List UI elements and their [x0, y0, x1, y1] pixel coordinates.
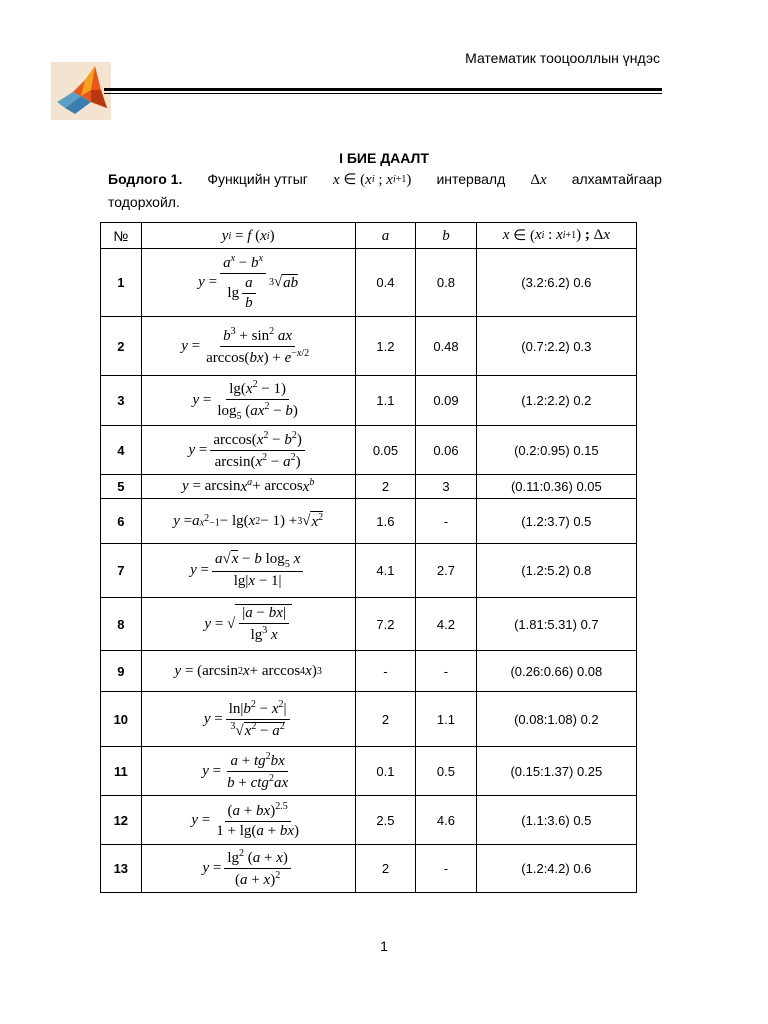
row-interval: (0.11:0.36) 0.05: [476, 475, 636, 499]
table-row: [101, 499, 637, 544]
matlab-logo-icon: [51, 62, 111, 120]
table-row: [101, 845, 637, 893]
table-row: [101, 317, 637, 376]
row-formula: y = a $x^2-1$ − lg( x 2 − 1) + 3 √ $x^2$: [141, 499, 355, 544]
row-b: 0.5: [416, 747, 477, 796]
row-a: 1.2: [355, 317, 416, 376]
table-row: [101, 598, 637, 651]
table-row: [101, 475, 637, 499]
row-num: 12: [101, 796, 142, 845]
row-num: 11: [101, 747, 142, 796]
table-row: [101, 544, 637, 598]
row-interval: (0.15:1.37) 0.25: [476, 747, 636, 796]
row-interval: (1.1:3.6) 0.5: [476, 796, 636, 845]
row-a: 2: [355, 845, 416, 893]
table-row: [101, 747, 637, 796]
task-interval-word: интервалд: [436, 171, 506, 187]
row-a: 0.05: [355, 426, 416, 475]
header-a: a: [355, 223, 416, 249]
row-num: 5: [101, 475, 142, 499]
row-num: 4: [101, 426, 142, 475]
row-formula: y = $\frac{b^3 + \sin^2 ax}{\arccos(bx) + e^{-x/2}}$: [141, 317, 355, 376]
row-b: 0.09: [416, 376, 477, 426]
table-row: [101, 651, 637, 692]
header-interval: x ∈ ( x i : x i +1 ) ; Δ x: [476, 223, 636, 249]
row-formula: y = $a^x - b^x$ lg $\frac{a}{b}$ 3 √ ab: [141, 249, 355, 317]
row-interval: (0.08:1.08) 0.2: [476, 692, 636, 747]
row-formula: y = $\frac{(a + bx)^{2.5}}{1 + \lg(a + bx)}$: [141, 796, 355, 845]
row-num: 9: [101, 651, 142, 692]
row-interval: (1.2:4.2) 0.6: [476, 845, 636, 893]
table-header-row: [101, 223, 637, 249]
task-text-before: Функцийн утгыг: [207, 171, 308, 187]
row-b: -: [416, 845, 477, 893]
row-interval: (0.2:0.95) 0.15: [476, 426, 636, 475]
row-formula: y = √ $\frac{|a - bx|}{\lg^3 x}$: [141, 598, 355, 651]
row-b: 2.7: [416, 544, 477, 598]
header-num: №: [101, 223, 142, 249]
row-num: 2: [101, 317, 142, 376]
table-row: [101, 376, 637, 426]
task-statement: [108, 168, 662, 213]
row-a: 4.1: [355, 544, 416, 598]
row-a: 1.1: [355, 376, 416, 426]
row-interval: (1.81:5.31) 0.7: [476, 598, 636, 651]
row-interval: (0.26:0.66) 0.08: [476, 651, 636, 692]
row-num: 7: [101, 544, 142, 598]
row-formula: y = arcsin $x^a$ + arccos $x^b$: [141, 475, 355, 499]
row-formula: y = $\frac{a√x - b \log_5 x}{\lg|x - 1|}$: [141, 544, 355, 598]
interval-expression: x ∈ ( x i ; x i +1 ): [332, 172, 412, 188]
row-b: -: [416, 499, 477, 544]
table-row: [101, 426, 637, 475]
header-rule-thick: [104, 88, 662, 91]
section-title: I БИЕ ДААЛТ: [339, 150, 429, 166]
row-num: 10: [101, 692, 142, 747]
table-row: [101, 249, 637, 317]
row-a: 2.5: [355, 796, 416, 845]
header-b: b: [416, 223, 477, 249]
row-b: 0.06: [416, 426, 477, 475]
page-header-title: Математик тооцооллын үндэс: [465, 50, 660, 66]
row-b: 0.48: [416, 317, 477, 376]
row-formula: y = $\frac{\ln|b^2 - x^2|}{^3√x^2 - a^2}$: [141, 692, 355, 747]
task-table: [100, 222, 637, 893]
row-b: 0.8: [416, 249, 477, 317]
row-formula: y = $\frac{\arccos(x^2 - b^2)}{\arcsin(x^2 - a^2)}$: [141, 426, 355, 475]
row-interval: (1.2:2.2) 0.2: [476, 376, 636, 426]
step-expression: Δ x: [530, 172, 547, 188]
row-a: 2: [355, 475, 416, 499]
row-a: 0.4: [355, 249, 416, 317]
row-a: 7.2: [355, 598, 416, 651]
row-b: 1.1: [416, 692, 477, 747]
row-formula: y = $\frac{\lg(x^2 - 1)}{\log_5 (ax^2 - b)}$: [141, 376, 355, 426]
row-formula: y = (arcsin 2 x + arccos 4 x ) 3: [141, 651, 355, 692]
task-step-word: алхамтайгаар: [571, 171, 662, 187]
row-formula: y = $\frac{\lg^2 (a + x)}{(a + x)^2}$: [141, 845, 355, 893]
row-num: 6: [101, 499, 142, 544]
row-a: -: [355, 651, 416, 692]
page-number: 1: [380, 938, 388, 954]
header-rule-thin: [104, 93, 662, 94]
row-b: 4.2: [416, 598, 477, 651]
row-b: 3: [416, 475, 477, 499]
row-a: 0.1: [355, 747, 416, 796]
row-b: 4.6: [416, 796, 477, 845]
row-interval: (3.2:6.2) 0.6: [476, 249, 636, 317]
table-row: [101, 796, 637, 845]
row-num: 3: [101, 376, 142, 426]
row-interval: (1.2:5.2) 0.8: [476, 544, 636, 598]
row-formula: y = $\frac{a + tg^2bx}{b + ctg^2ax}$: [141, 747, 355, 796]
row-num: 1: [101, 249, 142, 317]
table-row: [101, 692, 637, 747]
row-a: 1.6: [355, 499, 416, 544]
task-text-end: тодорхойл.: [108, 194, 180, 210]
row-a: 2: [355, 692, 416, 747]
task-label: Бодлого 1.: [108, 171, 183, 187]
row-num: 13: [101, 845, 142, 893]
row-interval: (0.7:2.2) 0.3: [476, 317, 636, 376]
row-b: -: [416, 651, 477, 692]
row-interval: (1.2:3.7) 0.5: [476, 499, 636, 544]
header-func: y i = f ( x i ): [141, 223, 355, 249]
row-num: 8: [101, 598, 142, 651]
